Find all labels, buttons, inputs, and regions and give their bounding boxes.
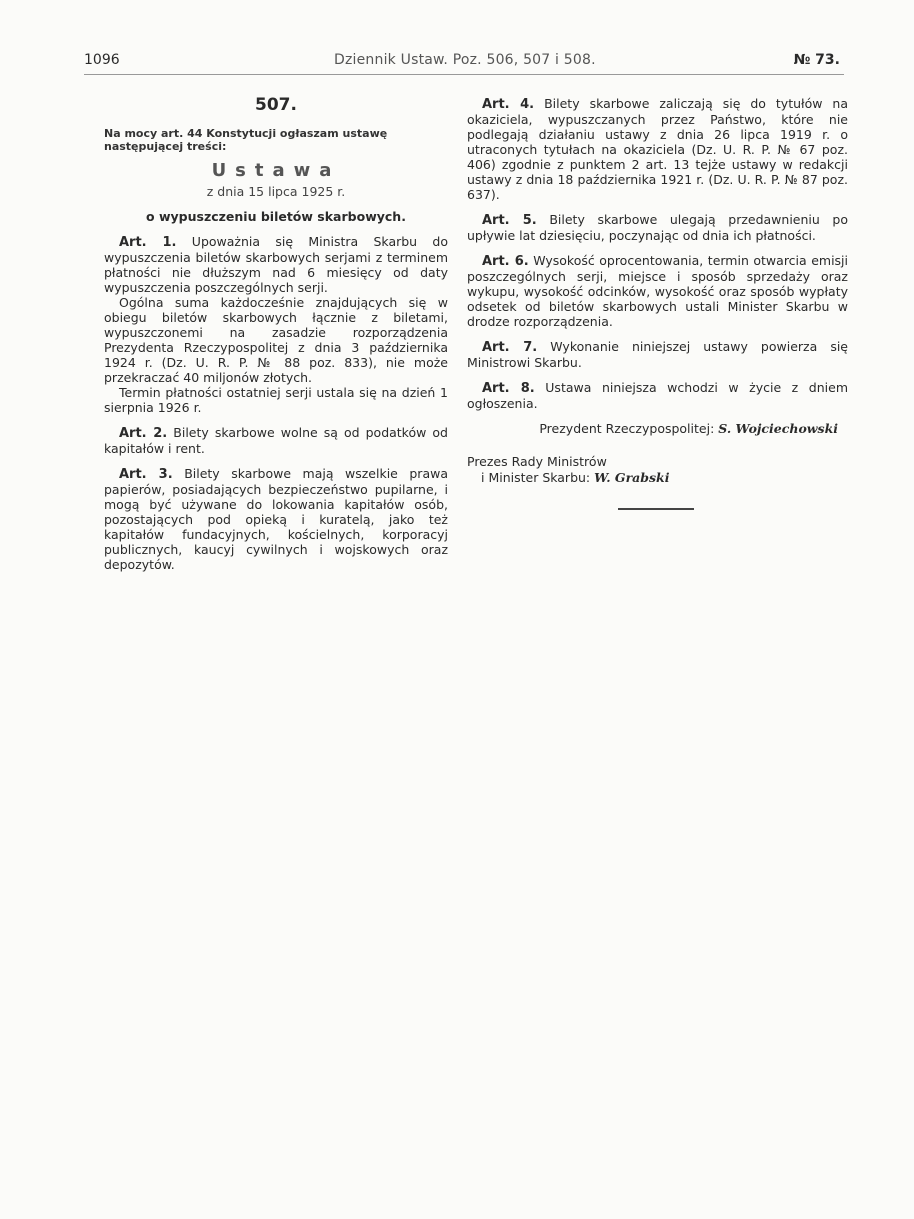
right-column — [467, 96, 848, 510]
preamble: Na mocy art. 44 Konstytucji ogłaszam ustawę następującej treści: — [104, 127, 388, 153]
article-6-text: Wysokość oprocentowania, termin otwarcia emisji poszczególnych serji, miejsce i sposób sprzedaży oraz wykupu, wysokość odcinków, wysokość oraz sposób wypłaty odsetek od biletów skarbowych ustali Minister Skarbu w drodze rozporządzenia. — [467, 253, 848, 329]
article-7-label: Art. 7. — [482, 340, 538, 355]
article-1-label: Art. 1. — [119, 235, 177, 250]
article-1-text: Upoważnia się Ministra Skarbu do wypuszczenia biletów skarbowych serjami z terminem płatności nie dłuższym nad 6 miesięcy od daty wypuszczenia poszczególnych serji. — [104, 234, 448, 295]
article-5-text: Bilety skarbowe ulegają przedawnieniu po upływie lat dziesięciu, poczynając od dnia ich płatności. — [467, 212, 848, 243]
left-column — [104, 96, 448, 582]
article-8-label: Art. 8. — [482, 381, 535, 396]
article-8-text: Ustawa niniejsza wchodzi w życie z dniem ogłoszenia. — [467, 380, 848, 411]
document-heading: Ustawa — [211, 160, 341, 181]
article-4-text: Bilety skarbowe zaliczają się do tytułów na okaziciela, wypuszczanych przez Państwo, które nie podlegają działaniu ustawy z dnia 26 lipca 1919 r. o utraconych tytułach na okaziciela (Dz. U. R. P. № 67 poz. 406) zgodnie z punktem 2 art. 13 tejże ustawy w redakcji ustawy z dnia 18 października 1921 r. (Dz. U. R. P. № 87 poz. 637). — [467, 96, 848, 202]
article-5 — [467, 212, 848, 243]
issue-number: № 73. — [793, 52, 840, 68]
article-3 — [104, 466, 448, 572]
article-5-label: Art. 5. — [482, 213, 537, 228]
prime-minister-signature — [467, 454, 848, 486]
article-1 — [104, 234, 448, 295]
document-date: z dnia 15 lipca 1925 r. — [206, 184, 346, 199]
position-number: 507. — [255, 95, 297, 115]
prime-minister-title-line-2: i Minister Skarbu: — [481, 470, 591, 485]
article-2-label: Art. 2. — [119, 426, 168, 441]
article-4 — [467, 96, 848, 202]
article-2 — [104, 425, 448, 456]
president-title: Prezydent Rzeczypospolitej: — [539, 421, 715, 436]
article-1-paragraph-3: Termin płatności ostatniej serji ustala się na dzień 1 sierpnia 1926 r. — [104, 385, 448, 415]
article-6 — [467, 253, 848, 329]
header-rule — [84, 74, 844, 75]
president-signature — [467, 421, 848, 436]
document-subject: o wypuszczeniu biletów skarbowych. — [146, 209, 406, 224]
page-number: 1096 — [84, 52, 120, 68]
president-name: S. Wojciechowski — [718, 421, 838, 436]
article-6-label: Art. 6. — [482, 254, 529, 269]
article-1-paragraph-2: Ogólna suma każdocześnie znajdujących się w obiegu biletów skarbowych łącznie z biletami, wypuszczonemi na zasadzie rozporządzenia Prezydenta Rzeczypospolitej z dnia 3 października 1924 r. (Dz. U. R. P. № 88 poz. 833), nie może przekraczać 40 miljonów złotych. — [104, 295, 448, 385]
page-header — [84, 52, 840, 74]
prime-minister-name: W. Grabski — [594, 470, 670, 485]
article-4-label: Art. 4. — [482, 97, 535, 112]
article-3-text: Bilety skarbowe mają wszelkie prawa papierów, posiadających bezpieczeństwo pupilarne, i mogą być używane do lokowania kapitałów osób, pozostających pod opieką i kuratelą, jako też kapitałów fundacyjnych, kościelnych, korporacyj publicznych, kaucyj cywilnych i wojskowych oraz depozytów. — [104, 466, 448, 572]
article-7-text: Wykonanie niniejszej ustawy powierza się Ministrowi Skarbu. — [467, 339, 848, 370]
article-2-text: Bilety skarbowe wolne są od podatków od kapitałów i rent. — [104, 425, 448, 456]
article-3-label: Art. 3. — [119, 467, 173, 482]
journal-title: Dziennik Ustaw. Poz. 506, 507 i 508. — [334, 52, 596, 68]
article-7 — [467, 339, 848, 370]
article-8 — [467, 380, 848, 411]
prime-minister-title-line-1: Prezes Rady Ministrów — [467, 454, 607, 469]
end-rule — [618, 508, 694, 510]
